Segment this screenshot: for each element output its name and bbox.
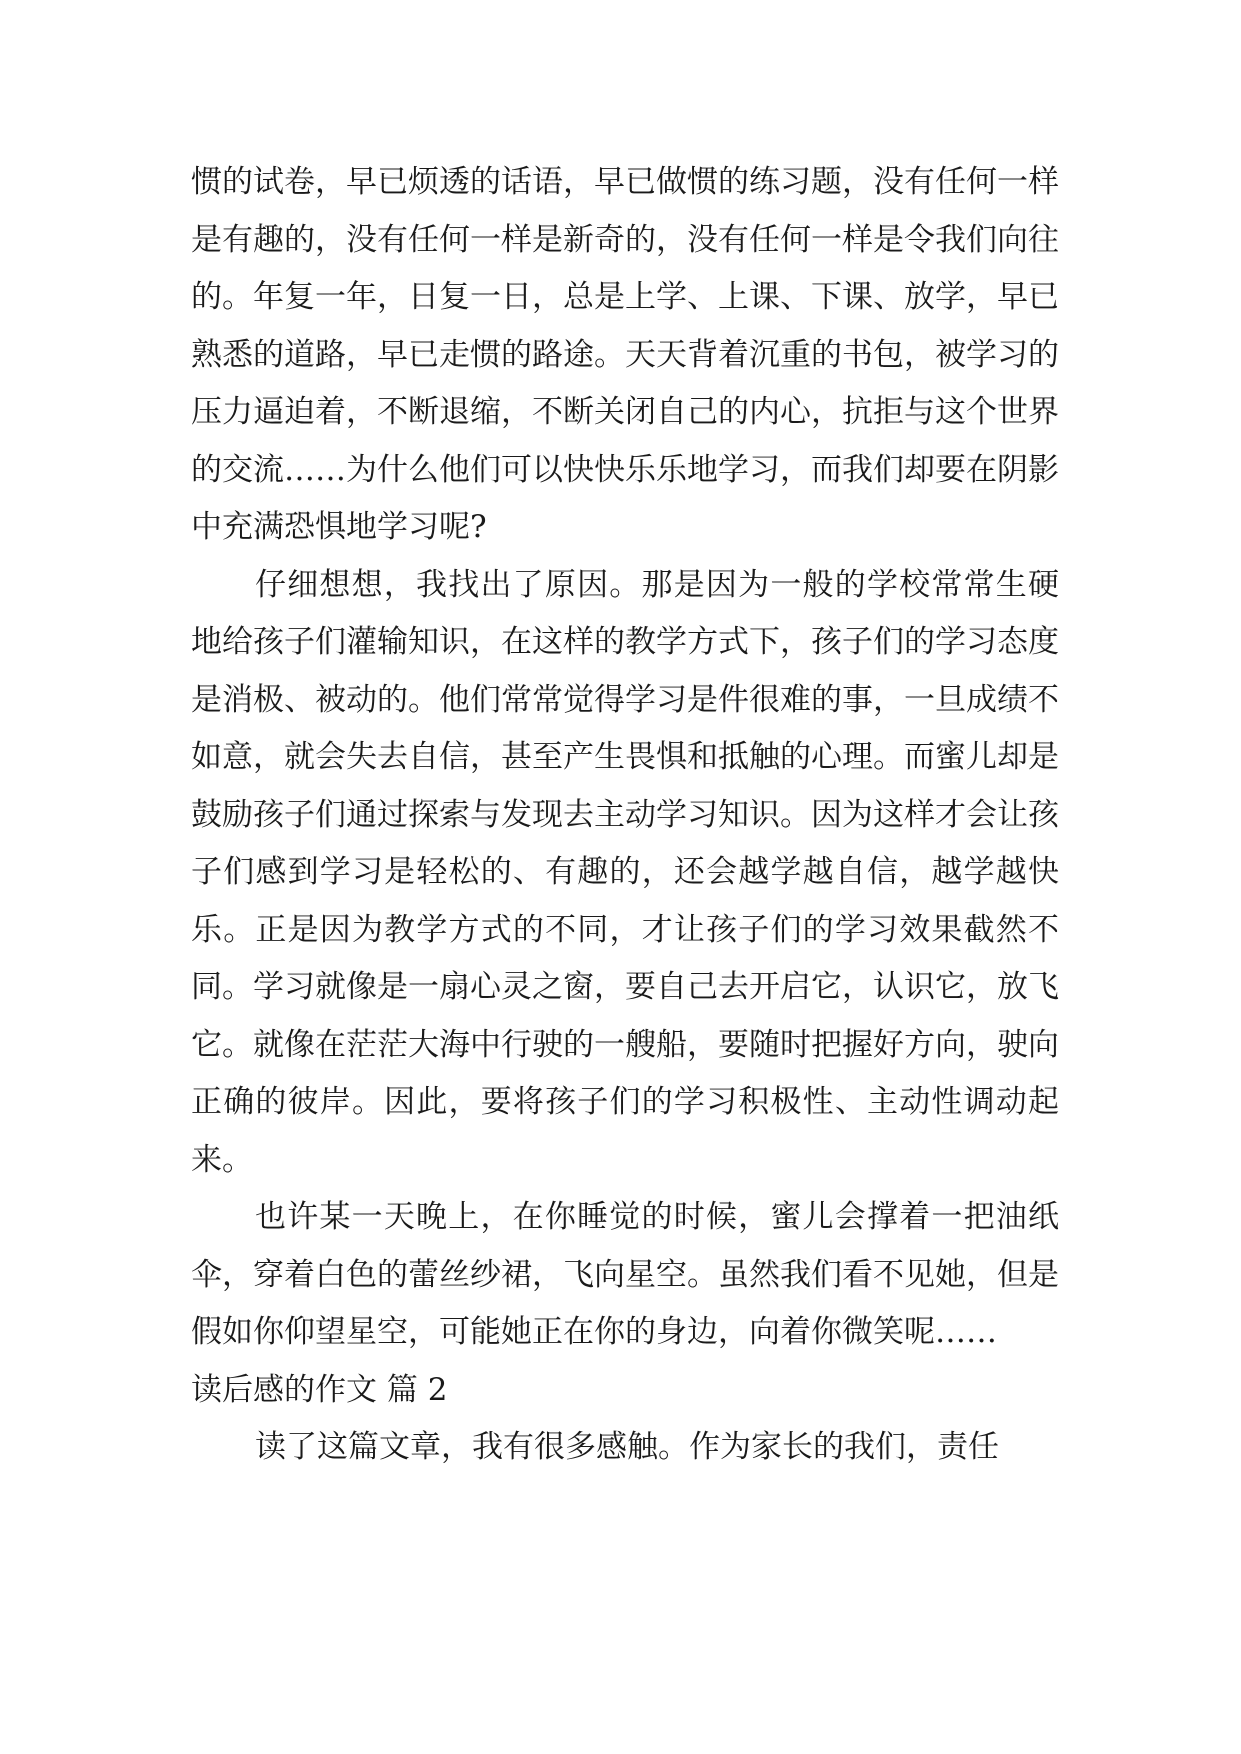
document-page xyxy=(191,154,1059,1477)
paragraph-2: 仔细想想，我找出了原因。那是因为一般的学校常常生硬地给孩子们灌输知识，在这样的教学方式下，孩子们的学习态度是消极、被动的。他们常常觉得学习是件很难的事，一旦成绩不如意，就会失去自信，甚至产生畏惧和抵触的心理。而蜜儿却是鼓励孩子们通过探索与发现去主动学习知识。因为这样才会让孩子们感到学习是轻松的、有趣的，还会越学越自信，越学越快乐。正是因为教学方式的不同，才让孩子们的学习效果截然不同。学习就像是一扇心灵之窗，要自己去开启它，认识它，放飞它。就像在茫茫大海中行驶的一艘船，要随时把握好方向，驶向正确的彼岸。因此，要将孩子们的学习积极性、主动性调动起来。 xyxy=(191,566,1059,1178)
paragraph-3: 也许某一天晚上，在你睡觉的时候，蜜儿会撑着一把油纸伞，穿着白色的蕾丝纱裙，飞向星空。虽然我们看不见她，但是假如你仰望星空，可能她正在你的身边，向着你微笑呢…… xyxy=(191,1199,1059,1350)
section-heading: 读后感的作文 篇 2 xyxy=(191,1371,448,1408)
paragraph-4: 读了这篇文章，我有很多感触。作为家长的我们，责任 xyxy=(255,1429,999,1465)
paragraph-1: 惯的试卷，早已烦透的话语，早已做惯的练习题，没有任何一样是有趣的，没有任何一样是新奇的，没有任何一样是令我们向往的。年复一年，日复一日，总是上学、上课、下课、放学，早已熟悉的道路，早已走惯的路途。天天背着沉重的书包，被学习的压力逼迫着，不断退缩，不断关闭自己的内心，抗拒与这个世界的交流……为什么他们可以快快乐乐地学习，而我们却要在阴影中充满恐惧地学习呢? xyxy=(191,164,1059,545)
